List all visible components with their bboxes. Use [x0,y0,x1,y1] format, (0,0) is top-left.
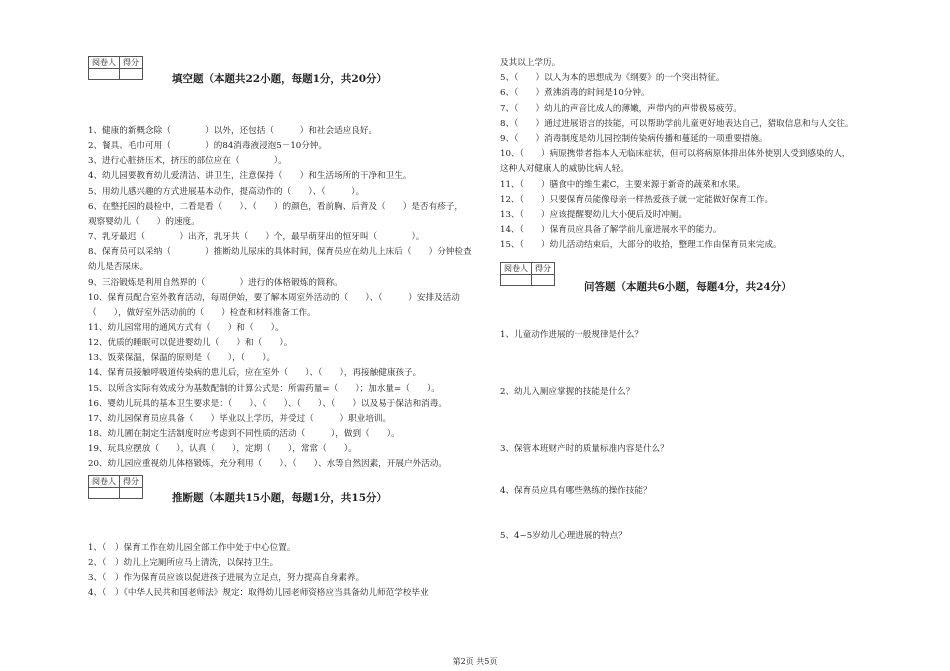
score-box-tf [88,475,143,499]
question-line: 9、（ ）消毒制度是幼儿园控制传染病传播和蔓延的一项重要措施。 [500,134,768,144]
question-line: 5、用幼儿感兴趣的方式进展基本动作，提高动作的（ ）、（ ）。 [88,186,365,197]
question-line: 13、饭菜保温，保温的原则是（ ），（ ）。 [88,353,276,364]
question-line: 7、乳牙最迟（ ）出齐，乳牙共（ ）个，最早萌芽出的恒牙叫（ ）。 [88,232,425,243]
qa-question: 3、保管本班财产时的质量标准内容是什么？ [500,444,669,454]
question-line: 11、幼儿园常用的通风方式有（ ）和（ ）。 [88,322,284,333]
qa-question: 1、儿童动作进展的一般规律是什么？ [500,330,643,340]
question-line: 及其以上学历。 [500,58,561,68]
question-line: 13、（ ）应该提醒婴幼儿大小便后及时冲厕。 [500,210,688,220]
question-line: 16、婴幼儿玩具的基本卫生要求是：（ ）、（ ）、（ ）、（ ）以及易于保洁和消毒。 [88,398,447,409]
question-line: 9、三浴锻炼是利用自然界的（ ）进行的体格锻炼的简称。 [88,277,343,288]
qa-question: 5、4~5岁幼儿心理进展的特点？ [500,531,627,541]
question-line: 6、（ ）煮沸消毒的时间是10分钟。 [500,88,650,99]
question-line: 2、餐具、毛巾可用（ ）的84消毒液浸泡5－10分钟。 [88,141,328,152]
question-line: 10、保育员配合室外教育活动，每周伊始，要了解本周室外活动的（ ）、（ ）安排及活动 [88,292,460,303]
score-cell [120,69,143,80]
score-box-fill [88,56,143,80]
question-line: （ ），做好室外活动前的（ ）检查和材料准备工作。 [88,307,316,318]
reviewer-label: 阅卷人 [501,263,532,275]
score-label: 得分 [120,57,143,69]
fill-section-title: 填空题（本题共22小题，每题1分，共20分） [172,73,388,85]
question-line: 这种人对健康人的威胁比病人轻。 [500,164,629,175]
question-line: 观察婴幼儿（ ）的速度。 [88,216,200,227]
question-line: 18、幼儿圃在制定生活制度时应考虑到不同性质的活动（ ），做到（ ）。 [88,429,400,439]
question-line: 6、在整托园的晨检中，二看是看（ ）、（ ）的颜色，看前胸、后背及（ ）是否有疹子， [88,201,463,212]
score-cell [120,488,143,499]
reviewer-cell [89,69,120,80]
question-line: 20、幼儿园应重视幼儿体格锻炼，充分利用（ ）、（ ）、水等自然因素，开展户外活动。 [88,459,447,470]
tf-section-title: 推断题（本题共15小题，每题1分，共15分） [172,492,388,504]
question-line: 10、（ ）病原携带者指本人无临床症状，但可以将病原体排出体外使别人受到感染的人， [500,149,851,160]
score-cell [532,275,555,286]
score-label: 得分 [532,263,555,275]
question-line: 5、（ ）以人为本的思想成为《纲要》的一个突出特征。 [500,73,725,84]
qa-question: 2、幼儿入厕应掌握的技能是什么？ [500,387,635,397]
qa-section-title: 问答题（本题共6小题，每题4分，共24分） [584,281,792,293]
question-line: 8、（ ）通过进展语言的技能，可以帮助学前儿童更好地表达自己，猎取信息和与人交往。 [500,118,854,129]
question-line: 3、进行心脏挤压术，挤压的部位应在（ ）。 [88,156,287,167]
question-line: 1、健康的新概念除（ ）以外，还包括（ ）和社会适应良好。 [88,126,378,136]
score-label: 得分 [120,476,143,488]
question-line: 12、（ ）只要保育员能像母亲一样热爱孩子就一定能做好保育工作。 [500,194,774,205]
question-line: 14、（ ）保育员应具备了解学前儿童进展水平的能力。 [500,225,722,236]
page-footer: 第2页 共5页 [452,657,498,666]
reviewer-cell [89,488,120,499]
score-box-qa [500,262,555,286]
question-line: 11、（ ）膳食中的维生素C，主要来源于新奇的蔬菜和水果。 [500,179,746,190]
question-line: 4、幼儿园要教育幼儿爱清洁、讲卫生，注意保持（ ）和生活场所的干净和卫生。 [88,171,412,182]
reviewer-label: 阅卷人 [89,57,120,69]
question-line: 2、（ ）幼儿上完厕所应马上清洗，以保持卫生。 [88,558,279,568]
question-line: 15、以所含实际有效成分为基数配制的计算公式是：所需药量=（ ）；加水量=（ ）。 [88,383,440,394]
question-line: 12、优质的睡眠可以促进婴幼儿（ ）和（ ）。 [88,338,293,349]
reviewer-cell [501,275,532,286]
question-line: 7、（ ）幼儿的声音比成人的薄嫩，声带内的声带极易疲劳。 [500,103,742,114]
qa-question: 4、保育员应具有哪些熟练的操作技能？ [500,486,652,496]
question-line: 19、玩具应摆放（ ），认真（ ），定期（ ），常常（ ）。 [88,444,357,455]
reviewer-label: 阅卷人 [89,476,120,488]
question-line: 幼儿是否尿床。 [88,262,149,273]
question-line: 8、保育员可以采纳（ ）推断幼儿尿床的具体时间，保育员应在幼儿上床后（ ）分钟检查 [88,247,472,258]
question-line: 4、（ ）《中华人民共和国老师法》规定：取得幼儿园老师资格应当具备幼儿师范学校毕业 [88,588,429,598]
question-line: 15、（ ）幼儿活动结束后，大部分的收拾，整理工作由保育员来完成。 [500,240,782,251]
question-line: 3、（ ）作为保育员应该以促进孩子进展为立足点，努力提高自身素养。 [88,573,365,583]
question-line: 14、保育员接触呼吸道传染病的患儿后，应在室外（ ）、（ ），再接触健康孩子。 [88,368,422,379]
question-line: 17、幼儿园保育员应具备（ ）毕业以上学历，并受过（ ）职业培训。 [88,413,392,424]
question-line: 1、（ ）保育工作在幼儿园全部工作中处于中心位置。 [88,543,296,553]
